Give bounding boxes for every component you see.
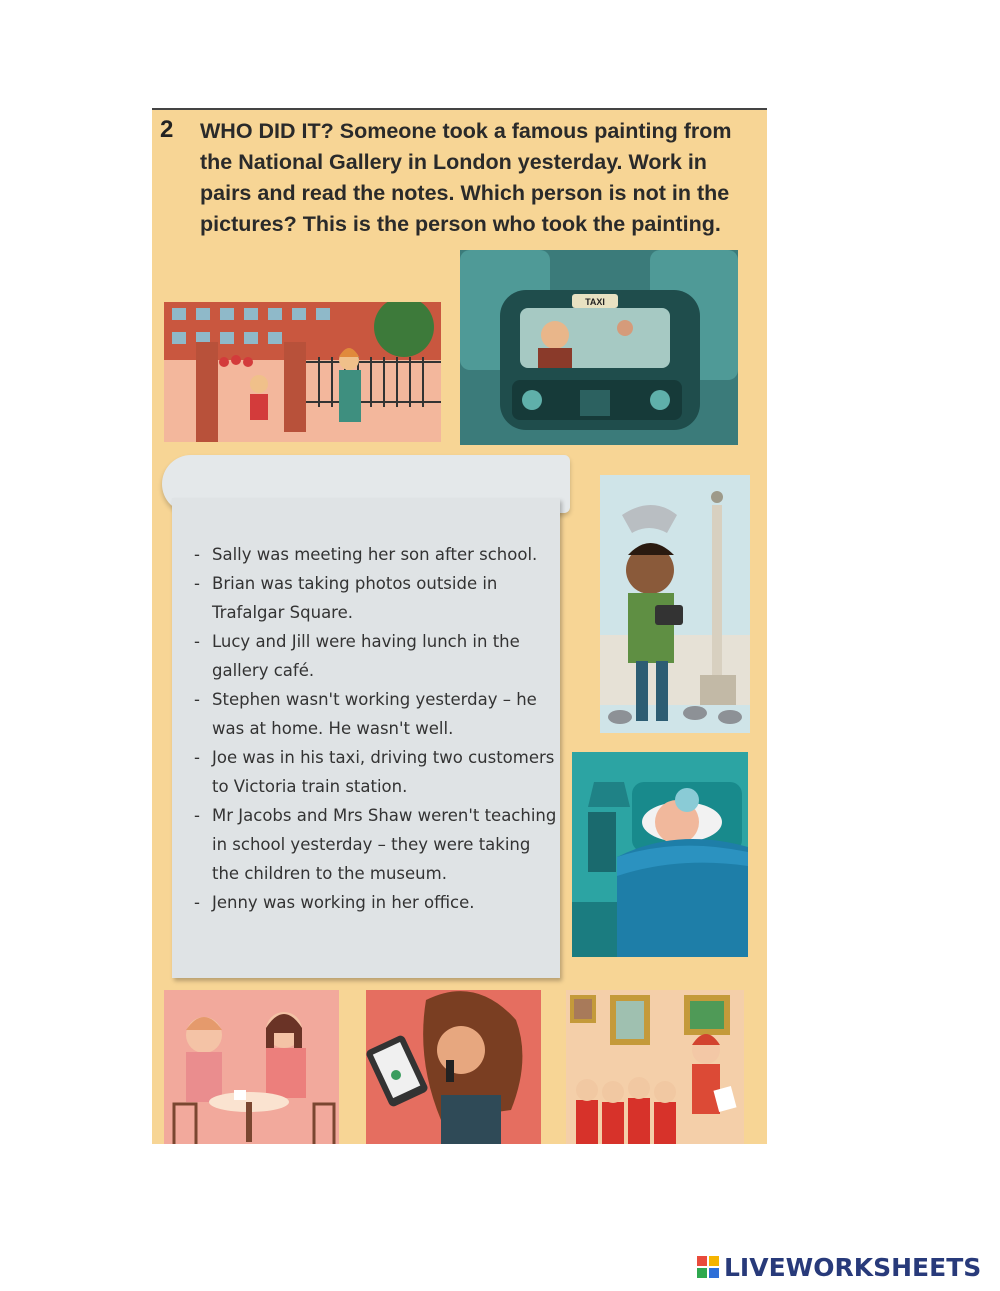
exercise-instructions: WHO DID IT? Someone took a famous painting from the National Gallery in London yesterday. Work in pairs and read the notes. Which person is not in the pictures? This is the person who took the painting.	[200, 119, 732, 236]
taxi-sign-text: TAXI	[585, 297, 605, 307]
trafalgar-square-illustration	[600, 475, 750, 733]
museum-teachers-illustration	[566, 990, 744, 1144]
note-item: - Joe was in his taxi, driving two customers to Victoria train station.	[190, 743, 562, 801]
note-item: - Stephen wasn't working yesterday – he was at home. He wasn't well.	[190, 685, 562, 743]
exercise-number: 2	[160, 116, 174, 143]
note-item: - Jenny was working in her office.	[190, 888, 562, 917]
liveworksheets-logo-icon	[697, 1256, 719, 1278]
cafe-lunch-illustration	[164, 990, 339, 1144]
school-gate-illustration	[164, 302, 441, 442]
office-woman-illustration	[366, 990, 541, 1144]
sick-man-in-bed-illustration	[572, 752, 748, 957]
note-item: - Mr Jacobs and Mrs Shaw weren't teaching in school yesterday – they were taking the children to the museum.	[190, 801, 562, 888]
worksheet-page	[152, 108, 767, 1144]
brand-wordmark[interactable]: LIVEWORKSHEETS	[724, 1253, 982, 1282]
note-item: - Lucy and Jill were having lunch in the gallery café.	[190, 627, 562, 685]
note-item: - Brian was taking photos outside in Trafalgar Square.	[190, 569, 562, 627]
notes-list	[190, 540, 562, 917]
note-item: - Sally was meeting her son after school.	[190, 540, 562, 569]
taxi-illustration	[460, 250, 738, 445]
